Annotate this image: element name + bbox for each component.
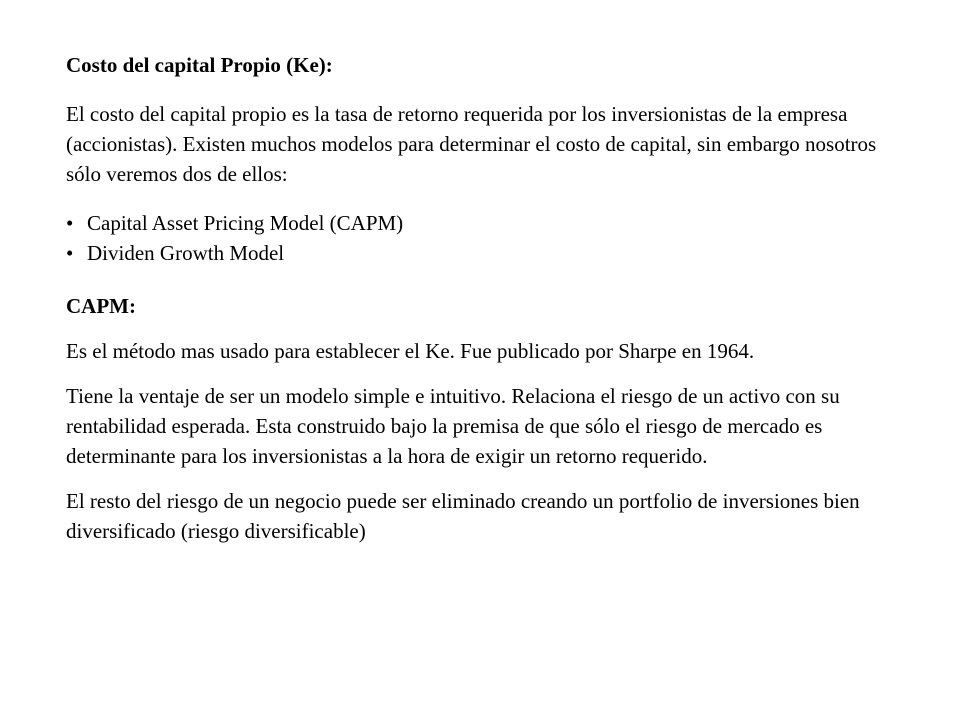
spacer xyxy=(66,366,896,381)
bullet-icon: • xyxy=(66,241,74,265)
spacer xyxy=(66,189,896,208)
slide-content xyxy=(66,50,896,546)
section-heading-ke: Costo del capital Propio (Ke): xyxy=(66,53,333,77)
bullet-icon: • xyxy=(66,211,74,235)
paragraph-ke-definition: El costo del capital propio es la tasa de retorno requerida por los inversionistas de la empresa (accionistas). Existen muchos modelos para determinar el costo de capital, sin embargo nosotros sólo veremos dos de ellos: xyxy=(66,102,877,186)
list-item-label: Capital Asset Pricing Model (CAPM) xyxy=(87,211,404,235)
spacer xyxy=(66,80,896,99)
spacer xyxy=(66,321,896,336)
section-heading-capm: CAPM: xyxy=(66,294,136,318)
model-list xyxy=(66,208,896,268)
paragraph-capm-advantages: Tiene la ventaje de ser un modelo simple e intuitivo. Relaciona el riesgo de un activo con su rentabilidad esperada. Esta construido bajo la premisa de que sólo el riesgo de mercado es determinante para los inversionistas a la hora de exigir un retorno requerido. xyxy=(66,384,840,468)
list-item-label: Dividen Growth Model xyxy=(87,241,285,265)
paragraph-capm-intro: Es el método mas usado para establecer el Ke. Fue publicado por Sharpe en 1964. xyxy=(66,339,755,363)
list-item xyxy=(66,208,896,238)
spacer xyxy=(66,471,896,486)
paragraph-diversifiable-risk: El resto del riesgo de un negocio puede ser eliminado creando un portfolio de inversiones bien diversificado (riesgo diversificable) xyxy=(66,489,860,543)
list-item xyxy=(66,238,896,268)
spacer xyxy=(66,268,896,291)
